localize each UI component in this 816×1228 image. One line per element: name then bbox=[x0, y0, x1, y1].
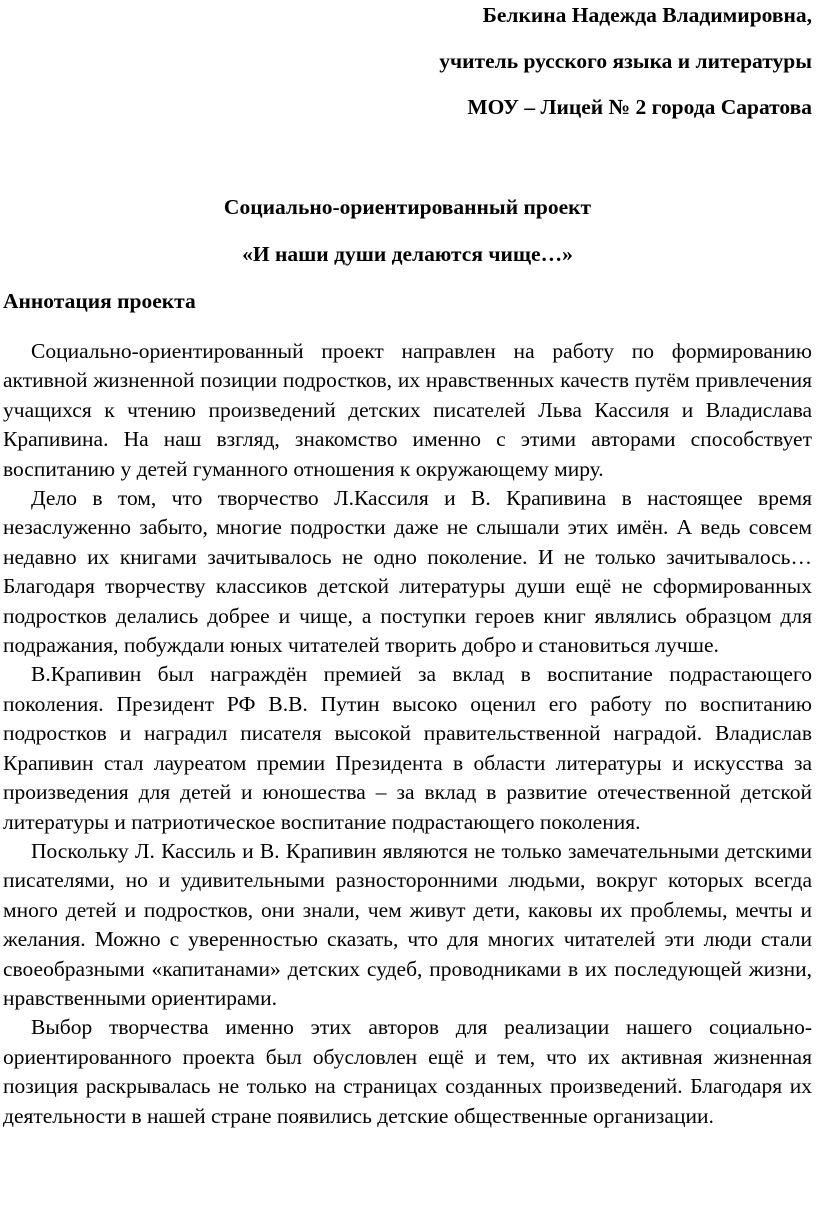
annotation-heading: Аннотация проекта bbox=[3, 289, 196, 313]
author-name: Белкина Надежда Владимировна, bbox=[482, 3, 812, 27]
project-type-heading: Социально-ориентированный проект bbox=[223, 195, 592, 219]
author-school: МОУ – Лицей № 2 города Саратова bbox=[467, 95, 812, 119]
body-paragraph-2: Дело в том, что творчество Л.Кассиля и В. Крапивина в настоящее время незаслуженно забыто, многие подростки даже не слышали этих имён. А ведь совсем недавно их книгами зачитывалось не одно поколение. И не только зачитывалось… Благодаря творчеству классиков детской литературы души ещё не сформированных подростков делались добрее и чище, а поступки героев книг являлись образцом для подражания, побуждали юных читателей творить добро и становиться лучше. bbox=[3, 486, 812, 658]
author-block bbox=[3, 0, 812, 120]
body-paragraph-3: В.Крапивин был награждён премией за вклад в воспитание подрастающего поколения. Президент РФ В.В. Путин высоко оценил его работу по воспитанию подростков и наградил писателя высокой правительственной наградой. Владислав Крапивин стал лауреатом премии Президента в области литературы и искусства за произведения для детей и юношества – за вклад в развитие отечественной детской литературы и патриотическое воспитание подрастающего поколения. bbox=[3, 662, 812, 834]
project-title: «И наши души делаются чище…» bbox=[242, 242, 573, 266]
author-role: учитель русского языка и литературы bbox=[439, 49, 812, 73]
body-paragraph-5: Выбор творчества именно этих авторов для реализации нашего социально-ориентированного проекта был обусловлен ещё и тем, что их активная жизненная позиция раскрывалась не только на страницах созданных произведений. Благодаря их деятельности в нашей стране появились детские общественные организации. bbox=[3, 1015, 812, 1128]
annotation-body bbox=[3, 337, 812, 1131]
body-paragraph-1: Социально-ориентированный проект направлен на работу по формированию активной жизненной позиции подростков, их нравственных качеств путём привлечения учащихся к чтению произведений детских писателей Льва Кассиля и Владислава Крапивина. На наш взгляд, знакомство именно с этими авторами способствует воспитанию у детей гуманного отношения к окружающему миру. bbox=[3, 339, 812, 481]
title-block bbox=[3, 194, 812, 267]
body-paragraph-4: Поскольку Л. Кассиль и В. Крапивин являются не только замечательными детскими писателями, но и удивительными разносторонними людьми, вокруг которых всегда много детей и подростков, они знали, чем живут дети, каковы их проблемы, мечты и желания. Можно с уверенностью сказать, что для многих читателей эти люди стали своеобразными «капитанами» детских судеб, проводниками в их последующей жизни, нравственными ориентирами. bbox=[3, 838, 812, 1010]
